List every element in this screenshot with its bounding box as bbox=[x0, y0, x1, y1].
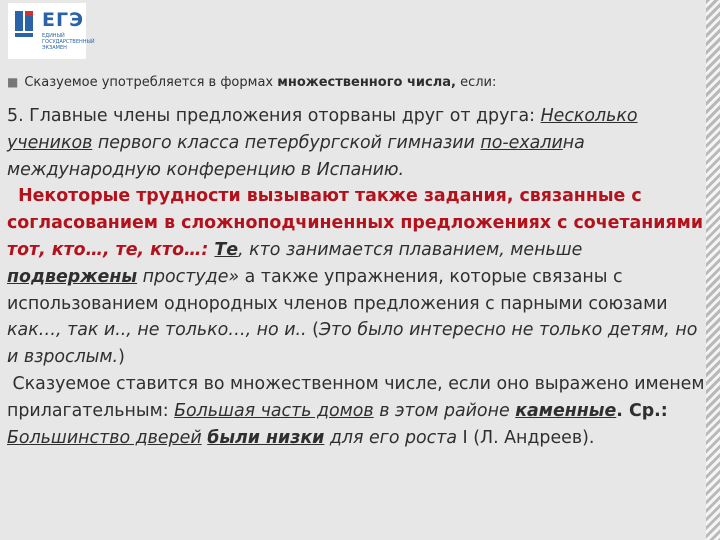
p2-subject: Те bbox=[214, 239, 239, 260]
p2-red-text: Некоторые трудности вызывают также задания, связанные с согласованием в сложноподчиненных предложениях с сочетаниями bbox=[7, 186, 704, 234]
slide-content bbox=[7, 103, 705, 451]
torn-edge bbox=[706, 0, 720, 540]
p3-text: Сказуемое ставится во множественном числе, если оно выражено именем прилагательным: bbox=[7, 373, 705, 421]
p2-text: ( bbox=[306, 320, 319, 341]
p3-text: . bbox=[616, 400, 629, 421]
logo-title: ЕГЭ bbox=[42, 9, 85, 31]
paragraph-1 bbox=[7, 103, 705, 183]
p2-text: а также упражнения, которые связаны с использованием однородных членов предложения с парными союзами bbox=[7, 266, 668, 314]
p2-indent bbox=[7, 186, 18, 206]
p3-text: в этом районе bbox=[373, 400, 516, 421]
p1-predicate: по-ехали bbox=[480, 132, 563, 153]
p3-compare: Ср.: bbox=[628, 400, 668, 421]
p2-pronouns: тот, кто…, те, кто…: bbox=[7, 239, 215, 260]
bullet-heading bbox=[7, 75, 697, 90]
p2-predicate: подвержены bbox=[7, 266, 138, 287]
p3-predicate: каменные bbox=[515, 400, 617, 421]
p2-example: Это было интересно не только детям, но и взрослым. bbox=[7, 320, 698, 368]
p3-text: для его роста bbox=[324, 427, 458, 448]
p2-conjunctions: как…, так и.., не только…, но и.. bbox=[7, 320, 307, 341]
p3-predicate-2: были низки bbox=[207, 427, 325, 448]
p3-author: I (Л. Андреев). bbox=[457, 427, 595, 448]
p1-subject: Несколько учеников bbox=[7, 106, 638, 153]
p1-text: 5. Главные члены предложения оторваны друг от друга: bbox=[7, 106, 541, 126]
ege-emblem-icon bbox=[8, 3, 42, 59]
bullet-text-bold: множественного числа, bbox=[277, 75, 456, 90]
p2-text: ) bbox=[118, 347, 125, 368]
logo-subtitle: ЕДИНЫЙ ГОСУДАРСТВЕННЫЙ ЭКЗАМЕН bbox=[42, 33, 95, 51]
p3-subject: Большая часть домов bbox=[174, 400, 374, 421]
paragraph-3 bbox=[7, 371, 705, 451]
p1-text: первого класса петербургской гимназии bbox=[92, 132, 481, 153]
bullet-text-regular: Сказуемое употребляется в формах bbox=[24, 75, 274, 90]
bullet-text-tail: если: bbox=[460, 75, 497, 90]
p3-subject-2: Большинство дверей bbox=[7, 427, 202, 448]
p2-text: , кто занимается плаванием, меньше bbox=[238, 239, 583, 260]
square-bullet-icon: ■ bbox=[7, 75, 19, 89]
p1-text: на международную конференцию в Испанию. bbox=[7, 132, 585, 180]
ege-logo bbox=[8, 3, 95, 59]
p2-text: простуде» bbox=[137, 266, 240, 287]
paragraph-2 bbox=[7, 183, 705, 371]
